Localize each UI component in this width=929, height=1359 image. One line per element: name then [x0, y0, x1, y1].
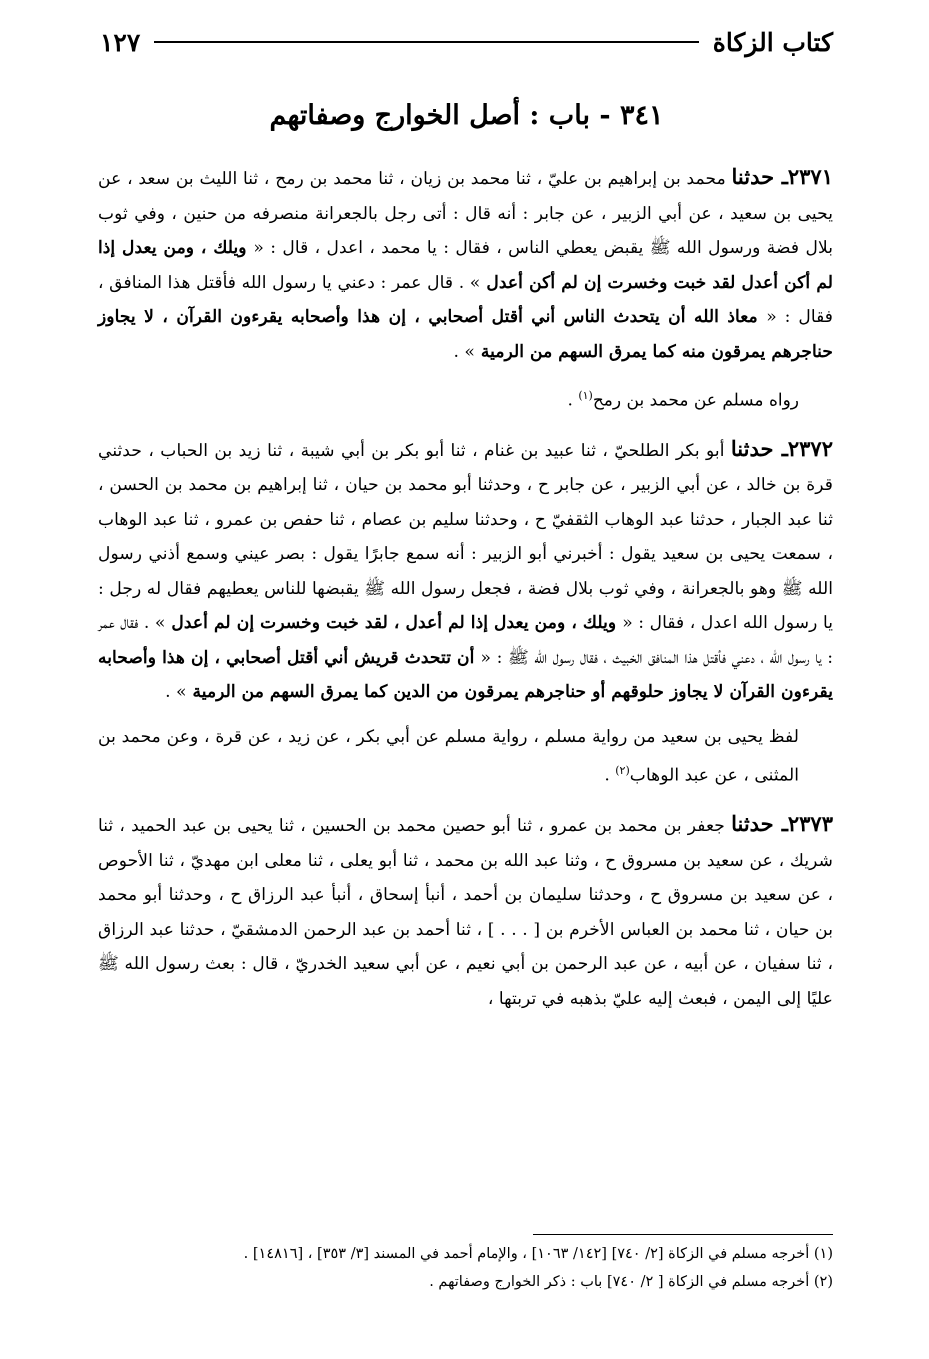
- narration-note: رواه مسلم عن محمد بن رمح$^{(١)}$ .: [567, 389, 799, 411]
- hadith-text: » .: [165, 682, 187, 703]
- chapter-title: ٣٤١ - باب : أصل الخوارج وصفاتهم: [269, 100, 664, 131]
- hadith-number: ٢٣٧٣ـ حدثنا: [731, 811, 833, 837]
- book-title: كتاب الزكاة: [712, 27, 833, 57]
- running-header: [100, 22, 833, 62]
- hadith-text: » .: [453, 341, 475, 362]
- hadith-quote: معاذ الله أن يتحدث الناس أني أقتل أصحابي ، إن هذا وأصحابه يقرءون القرآن ، لا يجاوز حناجرهم يمرقون منه كما يمرق السهم من الرمية: [98, 307, 833, 362]
- hadith-2372: [98, 432, 833, 710]
- footnote-rule: [533, 1234, 833, 1235]
- hadith-quote: أن تتحدث قريش أني أقتل أصحابي ، إن هذا وأصحابه يقرءون القرآن لا يجاوز حلوقهم أو حناجرهم يمرقون من الدين كما يمرق السهم من الرمية: [98, 647, 833, 703]
- page-body: [98, 160, 833, 1016]
- footnote-1: (١) أخرجه مسلم في الزكاة [٢/ ٧٤٠] [١٤٢/ ١٠٦٣] ، والإمام أحمد في المسند [٣/ ٣٥٣] ، [١٤٨١٦] .: [243, 1246, 833, 1262]
- hadith-quote: ويلك ، ومن يعدل إذا لم أكن أعدل لقد خبت وخسرت إن لم أكن أعدل: [98, 238, 834, 293]
- hadith-text: » . فقال عمر : يا رسول الله ، دعني فأقتل هذا المنافق الخبيث ، فقال رسول الله ﷺ : «: [98, 613, 833, 668]
- hadith-text: محمد بن إبراهيم بن عليّ ، ثنا محمد بن زيان ، ثنا محمد بن رمح ، ثنا الليث بن سعد ، عن يحيى بن سعيد ، عن أبي الزبير ، عن جابر : أنه قال : أتى رجل بالجعرانة منصرفه من حنين ، وفي ثوب بلال فضة ورسول الله ﷺ يقبض يعطي الناس ، فقال : يا محمد ، اعدل ، قال : «: [98, 169, 833, 258]
- hadith-text: جعفر بن محمد بن عمرو ، ثنا أبو حصين محمد بن الحسين ، ثنا يحيى بن عبد الحميد ، ثنا شريك ، عن سعيد بن مسروق ح ، وثنا عبد الله بن محمد ، ثنا أبو يعلى ، ثنا معلى ابن مهديّ ، ثنا الأحوص ، عن سعيد بن مسروق ح ، وحدثنا سليمان بن أحمد ، أنبأ إسحاق ، أنبأ عبد الرزاق ح ، وحدثنا أبو محمد بن حيان ، ثنا محمد بن العباس الأخرم بن [ . . . ] ، ثنا أحمد بن عبد الرحمن الدمشقيّ ، حدثنا عبد الرزاق ، ثنا سفيان ، عن أبيه ، عن عبد الرحمن بن أبي نعيم ، عن أبي سعيد الخدريّ ، قال : بعث رسول الله ﷺ عليًا إلى اليمن ، فبعث إليه عليّ بذهبه في تربتها ،: [98, 816, 833, 1009]
- hadith-2371: [98, 160, 833, 369]
- hadith-text: أبو بكر الطلحيّ ، ثنا عبيد بن غنام ، ثنا أبو بكر بن أبي شيبة ، ثنا زيد بن الحباب ، حدثني قرة بن خالد ، عن أبي الزبير ، عن جابر ح ، وحدثنا أبو محمد بن حيان ، ثنا إبراهيم بن محمد بن الحسن ، ثنا عبد الجبار ، حدثنا عبد الوهاب الثقفيّ ح ، وحدثنا سليم بن عصام ، ثنا حفص بن عمرو ، ثنا عبد الوهاب ، سمعت يحيى بن سعيد يقول : أخبرني أبو الزبير : أنه سمع جابرًا يقول : بصر عيني وسمع أذني رسول الله ﷺ وهو بالجعرانة ، وفي ثوب بلال فضة ، فجعل رسول الله ﷺ يقبضها للناس يعطيهم فقال له رجل : يا رسول الله اعدل ، فقال : «: [98, 440, 834, 634]
- footnotes: [98, 1240, 833, 1296]
- hadith-number: ٢٣٧٢ـ حدثنا: [730, 435, 833, 461]
- hadith-quote: ويلك ، ومن يعدل إذا لم أعدل ، لقد خبت وخسرت إن لم أعدل: [165, 613, 623, 634]
- narration-note: لفظ يحيى بن سعيد من رواية مسلم ، رواية مسلم عن أبي بكر ، عن زيد ، عن قرة ، وعن محمد بن المثنى ، عن عبد الوهاب$^{(٢)}$ .: [98, 726, 799, 786]
- footnote-ref: (١): [578, 389, 593, 402]
- header-rule: [154, 41, 698, 43]
- hadith-text: » . قال عمر : دعني يا رسول الله فأقتل هذا المنافق ، فقال : «: [98, 272, 834, 327]
- hadith-2373: [98, 807, 833, 1016]
- footnote-ref: (٢): [615, 764, 630, 778]
- hadith-number: ٢٣٧١ـ حدثنا: [731, 164, 833, 189]
- footnote-2: (٢) أخرجه مسلم في الزكاة [ ٢/ ٧٤٠] باب : ذكر الخوارج وصفاتهم .: [429, 1274, 833, 1290]
- page-number: ١٢٧: [100, 27, 141, 57]
